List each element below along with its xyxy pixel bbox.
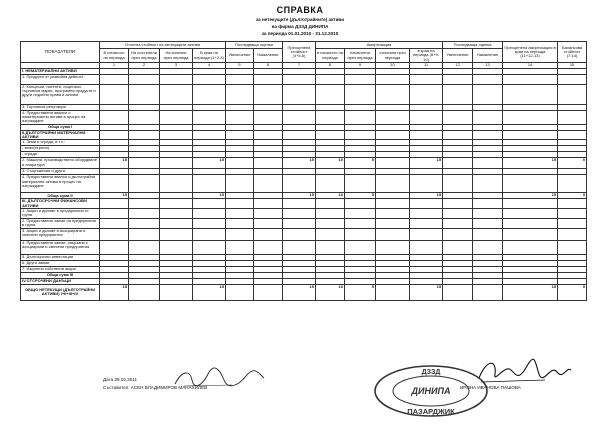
table-cell [160,175,193,193]
table-cell [473,240,503,254]
table-cell [283,175,316,193]
table-cell [254,228,283,240]
table-cell [129,85,160,105]
table-cell: 15 [410,158,443,169]
table-cell: 15 [193,193,226,199]
col-end: В края на периода (1+2-3) [193,49,226,63]
stamp-text-middle: ДИНИПА [411,386,451,396]
table-row [21,228,587,240]
col-dep-written: отписана през периода [376,49,410,63]
table-cell [410,208,443,218]
column-number: 15 [558,63,587,69]
table-cell [316,199,345,208]
column-number: 6 [254,63,283,69]
table-cell [503,175,558,193]
table-cell [376,158,410,169]
table-cell [129,111,160,125]
table-cell: 15 [283,158,316,169]
table-cell [558,240,587,254]
table-cell [376,75,410,85]
table-cell [100,199,129,208]
table-cell [443,218,473,228]
table-cell [254,75,283,85]
table-cell [410,199,443,208]
table-cell: 0 [558,158,587,169]
table-row [21,158,587,169]
table-cell [226,199,254,208]
table-cell [410,218,443,228]
table-cell [226,240,254,254]
table-cell [129,284,160,300]
table-cell: 15 [193,158,226,169]
table-cell [558,228,587,240]
table-body [21,69,587,301]
table-cell [129,199,160,208]
table-cell [283,75,316,85]
table-cell [558,218,587,228]
table-cell [473,131,503,140]
subtitle-assets: за нетекущите (дълготрайните) активи [255,17,345,22]
col-increase-2: Увеличение [443,49,473,63]
table-cell [410,228,443,240]
table-cell [473,85,503,105]
col-dep-end: в края на периода (8+9-10) [410,49,443,63]
table-row [21,111,587,125]
table-cell [376,208,410,218]
table-cell: 15 [503,284,558,300]
table-cell [193,199,226,208]
row-label: 3. Съоръжения и други [21,169,100,175]
table-cell [410,175,443,193]
table-cell [193,85,226,105]
table-cell [473,284,503,300]
table-row [21,85,587,105]
table-cell [558,111,587,125]
table-cell: 15 [100,193,129,199]
row-total-label: Обща сума III [21,272,100,278]
table-cell [503,240,558,254]
table-cell [316,85,345,105]
row-group-label: II.ДЪЛГОТРАЙНИ МАТЕРИАЛНИ АКТИВИ [21,131,100,140]
row-label: 6. Други заеми [21,260,100,266]
table-cell [376,131,410,140]
table-cell [345,199,376,208]
table-cell [376,85,410,105]
table-cell [160,111,193,125]
row-total-label: ОБЩО НЕТЕКУЩИ (ДЪЛГОТРАЙНИ АКТИВИ) I+II+III+IV [21,284,100,300]
manager-signature-icon [475,356,575,386]
row-label: 4. Предоставени заеми, свързани с асоциирани и смесени предприятия [21,240,100,254]
col-received: На постъпили през периода [129,49,160,63]
col-indicators: ПОКАЗАТЕЛИ [21,42,100,63]
table-cell [193,208,226,218]
table-cell: 15 [410,284,443,300]
row-group-label: IV.ОТСРОЧЕНИ ДАНЪЦИ [21,278,100,284]
row-label: 4. Предоставени аванси и дълготрайни материални активи в процес на изграждане [21,175,100,193]
table-cell: 5 [345,158,376,169]
table-cell [376,175,410,193]
table-cell [443,228,473,240]
table-cell [160,131,193,140]
table-cell [193,111,226,125]
table-cell [503,208,558,218]
footer-date: Дата 28.02.2011 [103,377,138,382]
table-cell [193,131,226,140]
table-cell [410,111,443,125]
footer-compiler: Съставител: АСЕН ВЛАДИМИРОВ МАНАХИЛЕВ [103,385,208,390]
table-cell [376,199,410,208]
table-cell [503,131,558,140]
table-cell [226,208,254,218]
table-cell [503,85,558,105]
table-cell [316,208,345,218]
col-revalued-depreciation: Преоценена амортизация в края на периода (11+12-13) [503,42,558,63]
footer-manager: ИРИНА ИВАНОВА ПАШОВА [460,385,521,390]
table-cell [283,228,316,240]
table-cell [254,284,283,300]
column-number: 14 [503,63,558,69]
table-cell [558,199,587,208]
table-cell [193,218,226,228]
table-cell [443,158,473,169]
table-cell: 15 [283,284,316,300]
table-cell [254,111,283,125]
table-cell [254,218,283,228]
column-number: 4 [193,63,226,69]
table-cell [443,240,473,254]
col-decrease: Намаление [254,49,283,63]
table-cell [100,131,129,140]
table-cell [316,228,345,240]
table-cell [254,199,283,208]
table-cell [345,240,376,254]
col-disposed: На излезли през периода [160,49,193,63]
table-cell [100,228,129,240]
table-cell [283,85,316,105]
table-cell [254,175,283,193]
table-cell: 15 [410,193,443,199]
table-cell [443,199,473,208]
row-label: 5. Дългосрочни инвестиции [21,254,100,260]
table-cell: 10 [316,158,345,169]
subtitle-company: на фирма ДЗЗД ДИНИПА [271,24,329,29]
table-cell [100,85,129,105]
group-subsequent: Последваща оценка [443,42,503,49]
table-cell [160,85,193,105]
table-cell [503,75,558,85]
company-stamp-icon [372,363,490,419]
table-cell [443,85,473,105]
table-cell [345,85,376,105]
group-reporting-value: Отчетна стойност на нетекущите активи [100,42,226,49]
column-number: 11 [410,63,443,69]
document-title: СПРАВКА [276,5,324,15]
table-cell [376,228,410,240]
row-total-label: Обща сума I [21,125,100,131]
compiler-signature-icon [172,366,267,390]
table-cell [558,175,587,193]
table-cell [160,208,193,218]
table-cell [129,158,160,169]
col-increase: Увеличение [226,49,254,63]
table-cell [226,218,254,228]
table-cell [410,85,443,105]
row-total-label: Обща сума II [21,193,100,199]
table-cell [316,131,345,140]
table-cell [193,228,226,240]
row-group-label: I. НЕМАТЕРИАЛНИ АКТИВИ [21,69,100,75]
row-label: 2. Машини, производствено оборудване и апаратура [21,158,100,169]
table-cell [100,175,129,193]
table-cell [410,131,443,140]
row-label: 4. Предоставени аванси и нематериални активи в процес на изграждане [21,111,100,125]
col-begin: В началото на периода [100,49,129,63]
table-cell [345,228,376,240]
table-cell [503,199,558,208]
column-number: 5 [226,63,254,69]
table-cell [226,75,254,85]
table-cell [193,75,226,85]
table-cell [443,111,473,125]
row-label: - земи(терени) [21,146,100,152]
column-number: 13 [473,63,503,69]
table-cell: 5 [345,284,376,300]
table-cell [129,228,160,240]
table-cell [226,284,254,300]
table-cell [100,111,129,125]
row-label: 1. Акции и дялове в предприятия от група [21,208,100,218]
table-cell [226,85,254,105]
table-cell: 0 [558,193,587,199]
table-cell [254,85,283,105]
col-book-value: Балансова стойност (7-14) [558,42,587,63]
table-cell [473,208,503,218]
table-cell [226,111,254,125]
table-cell [254,240,283,254]
table-row [21,131,587,140]
group-revaluation: Последваща оценка [226,42,283,49]
table-cell: 10 [316,284,345,300]
table-cell [316,218,345,228]
table-cell: 15 [193,284,226,300]
column-number: 12 [443,63,473,69]
table-row [21,199,587,208]
column-number: 10 [376,63,410,69]
column-number: 7 [283,63,316,69]
table-cell [410,75,443,85]
table-cell [254,158,283,169]
table-cell [503,228,558,240]
col-dep-begin: в началото на периода [316,49,345,63]
table-cell [345,218,376,228]
table-cell [473,158,503,169]
table-cell [558,131,587,140]
column-number: 8 [316,63,345,69]
table-cell [503,218,558,228]
table-cell [100,208,129,218]
table-cell [283,240,316,254]
table-cell [443,284,473,300]
table-cell [410,240,443,254]
table-cell [473,111,503,125]
table-row [21,75,587,85]
row-label: 1. Земи и сгради, в т.ч.: [21,140,100,146]
table-cell [129,175,160,193]
column-number: 2 [129,63,160,69]
table-cell [443,131,473,140]
table-cell [558,75,587,85]
table-cell [503,111,558,125]
table-cell: 15 [283,193,316,199]
col-decrease-2: Намаление [473,49,503,63]
table-cell [345,175,376,193]
row-label: 3. Акции и дялове в асоциирани и смесени предприятия [21,228,100,240]
table-cell [193,240,226,254]
table-cell: 15 [100,284,129,300]
table-cell [443,208,473,218]
table-cell [100,240,129,254]
table-cell [283,218,316,228]
table-cell [160,284,193,300]
row-group-label: III. ДЪЛГОСРОЧНИ ФИНАНСОВИ АКТИВИ [21,199,100,208]
table-cell [316,175,345,193]
table-cell [443,175,473,193]
table-row [21,208,587,218]
column-number: 1 [100,63,129,69]
table-cell [316,75,345,85]
table-cell [345,111,376,125]
table-cell [558,85,587,105]
table-cell [100,218,129,228]
table-cell [160,75,193,85]
table-cell [473,175,503,193]
table-cell [226,228,254,240]
table-row [21,218,587,228]
column-number: 9 [345,63,376,69]
table-cell: 15 [100,158,129,169]
table-row [21,240,587,254]
table-cell: 15 [503,193,558,199]
table-cell [376,240,410,254]
table-cell [226,131,254,140]
table-cell: 0 [558,284,587,300]
table-cell [283,199,316,208]
table-cell [558,208,587,218]
col-dep-charged: начислена през периода [345,49,376,63]
table-cell: 10 [316,193,345,199]
table-cell [376,218,410,228]
table-cell [316,240,345,254]
table-cell [443,75,473,85]
table-cell [129,218,160,228]
table-cell [345,75,376,85]
table-cell [160,218,193,228]
table-cell [376,111,410,125]
table-cell [129,240,160,254]
table-cell [283,131,316,140]
table-cell [226,158,254,169]
row-label: 1. Продукти от развойна дейност [21,75,100,85]
table-cell [160,199,193,208]
table-cell [100,75,129,85]
table-cell [473,228,503,240]
table-cell [345,208,376,218]
table-cell: 15 [503,158,558,169]
col-revalued-value: Преоценена стойност (4+5-6) [283,42,316,63]
column-number: 3 [160,63,193,69]
stamp-text-bottom: ПАЗАРДЖИК [407,407,455,416]
table-cell [376,284,410,300]
table-cell [316,111,345,125]
table-cell [129,75,160,85]
table-cell [283,111,316,125]
row-label: 2. Концесии, патенти, лицензии, търговски марки, програмни продукти и други подобни права и активи [21,85,100,105]
table-cell [160,240,193,254]
table-cell [254,208,283,218]
table-cell [226,175,254,193]
subtitle-period: за периода 01.01.2010 - 31.12.2010 [261,31,339,36]
table-cell: 5 [345,193,376,199]
table-cell [473,75,503,85]
table-cell [160,228,193,240]
table-cell [473,218,503,228]
row-label: 7. Изкупени собствени акции [21,266,100,272]
group-depreciation: Амортизация [316,42,443,49]
table-cell [254,131,283,140]
assets-table [20,41,587,301]
table-row [21,175,587,193]
table-row [21,284,587,300]
table-cell [129,208,160,218]
table-cell [283,208,316,218]
table-cell [193,175,226,193]
table-cell [160,158,193,169]
row-label: - сгради [21,152,100,158]
stamp-text-top: ДЗЗД [421,369,441,376]
row-label: 2. Предоставени заеми на предприятия в група [21,218,100,228]
table-cell [129,131,160,140]
table-cell [473,199,503,208]
row-label: 3. Търговска репутация [21,105,100,111]
table-cell [345,131,376,140]
